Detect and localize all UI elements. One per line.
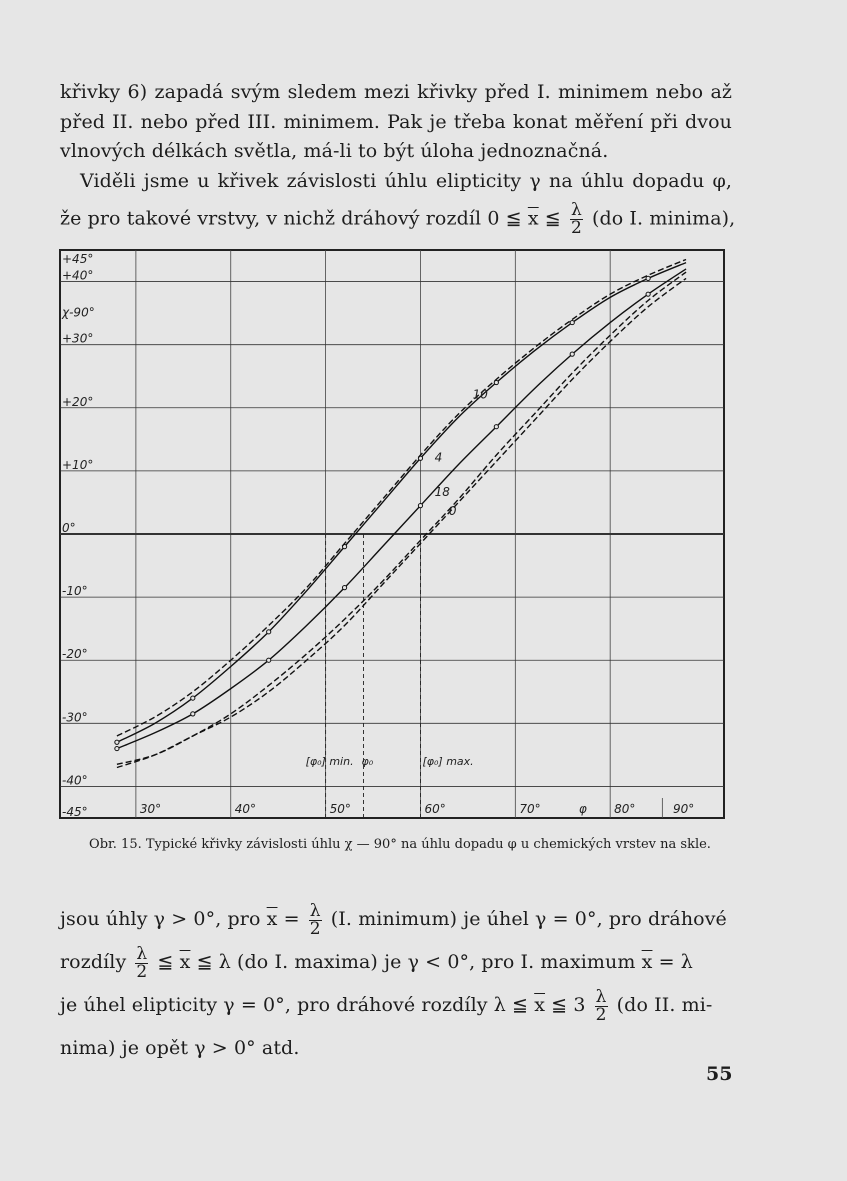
y-tick-label: -20° [62, 647, 88, 662]
y-tick-label: +45° [62, 252, 94, 266]
marker-label: φ₀ [361, 755, 374, 768]
text-line [60, 984, 732, 1027]
data-point [570, 320, 574, 324]
curve-label: 4 [434, 450, 443, 465]
fraction-denominator: 2 [309, 918, 321, 939]
paragraph-bottom [60, 898, 732, 1070]
data-point [646, 276, 650, 280]
text-line [60, 898, 732, 941]
data-point [570, 352, 574, 356]
chart-curves [115, 259, 686, 767]
y-tick-label: -40° [62, 773, 88, 788]
chart-grid [60, 250, 724, 818]
text-fragment: $\overline{x}$ [179, 951, 191, 973]
y-tick-label: -30° [62, 710, 88, 725]
marker-label: [φ₀] min. [305, 755, 354, 768]
data-point [267, 630, 271, 634]
text-fragment: = [277, 908, 306, 930]
fraction [595, 986, 608, 1025]
y-tick-label: +20° [62, 394, 94, 409]
y-tick-label: +30° [62, 331, 94, 346]
x-tick-label: 40° [234, 802, 257, 816]
text-fragment: jsou úhly γ > 0°, pro [60, 908, 267, 930]
fraction-numerator: λ [570, 200, 582, 220]
fraction-denominator: 2 [570, 218, 582, 238]
data-point [342, 586, 346, 590]
data-point [418, 504, 422, 508]
text-line [60, 941, 732, 984]
x-tick-label: 70° [519, 802, 541, 816]
fraction-denominator: 2 [136, 961, 148, 982]
curve-0 [117, 278, 686, 767]
text-line: křivky 6) zapadá svým sledem mezi křivky před I. minimem nebo až [60, 81, 732, 103]
page-number: 55 [706, 1063, 733, 1085]
y-tick-label: +40° [62, 268, 94, 283]
text-fragment: $\overline{x}$ [527, 207, 539, 230]
data-point [115, 746, 119, 750]
data-point [494, 425, 498, 429]
x-tick-label: 30° [139, 802, 162, 816]
text-fragment: $\overline{x}$ [641, 951, 653, 973]
fraction-numerator: λ [309, 900, 321, 921]
y-tick-label: -10° [62, 584, 88, 599]
fraction-denominator: 2 [595, 1004, 607, 1025]
x-tick-label: 80° [614, 802, 636, 816]
x-tick-label: 50° [329, 802, 351, 816]
fraction-numerator: λ [595, 986, 607, 1007]
curve-label: 18 [434, 485, 450, 500]
chart-markers [326, 534, 421, 818]
fraction [135, 943, 148, 982]
text-fragment: ≦ [151, 951, 180, 973]
text-line: nima) je opět γ > 0° atd. [60, 1037, 300, 1059]
fraction [309, 900, 322, 939]
text-fragment: ≦ 3 [545, 994, 592, 1016]
fraction-numerator: λ [136, 943, 148, 964]
y-tick-label: 0° [62, 521, 76, 535]
y-tick-label: -45° [62, 805, 88, 819]
text-fragment: rozdíly [60, 951, 133, 973]
data-point [115, 740, 119, 744]
text-fragment: (I. minimum) je úhel γ = 0°, pro dráhové [324, 908, 727, 930]
text-fragment: $\overline{x}$ [266, 908, 278, 930]
marker-label: [φ₀] max. [422, 755, 474, 768]
data-point [267, 658, 271, 662]
text-fragment: ≦ λ (do I. maxima) je γ < 0°, pro I. maximum [190, 951, 642, 973]
data-point [646, 292, 650, 296]
curve-4 [117, 269, 686, 749]
curve-label: 0 [448, 504, 457, 519]
text-fragment: ≦ [538, 207, 567, 230]
text-fragment: že pro takové vrstvy, v nichž dráhový rozdíl 0 ≦ [60, 207, 528, 230]
chart-labels [61, 252, 694, 819]
data-point [191, 696, 195, 700]
y-tick-label: +10° [62, 457, 94, 472]
data-point [191, 712, 195, 716]
x-tick-label: 60° [424, 802, 446, 816]
x-tick-label: 90° [673, 802, 695, 816]
figure-caption: Obr. 15. Typické křivky závislosti úhlu χ — 90° na úhlu dopadu φ u chemických vrstev na skle. [89, 837, 711, 852]
text-fragment: $\overline{x}$ [534, 994, 546, 1016]
curve-label: 10 [472, 387, 488, 402]
text-line: před II. nebo před III. minimem. Pak je třeba konat měření při dvou [60, 110, 732, 133]
y-axis-label: χ-90° [62, 305, 95, 320]
text-line: vlnových délkách světla, má-li to být úloha jednoznačná. [60, 140, 609, 162]
text-fragment: (do II. mi- [610, 994, 713, 1016]
text-fragment: = λ [652, 951, 693, 973]
x-axis-label: φ [578, 802, 587, 816]
text-fragment: je úhel elipticity γ = 0°, pro dráhové rozdíly λ ≦ [60, 994, 535, 1016]
text-fragment: (do I. minima), [585, 207, 736, 230]
text-line: Viděli jsme u křivek závislosti úhlu elipticity γ na úhlu dopadu φ, [80, 169, 732, 192]
curve-10 [117, 263, 686, 743]
